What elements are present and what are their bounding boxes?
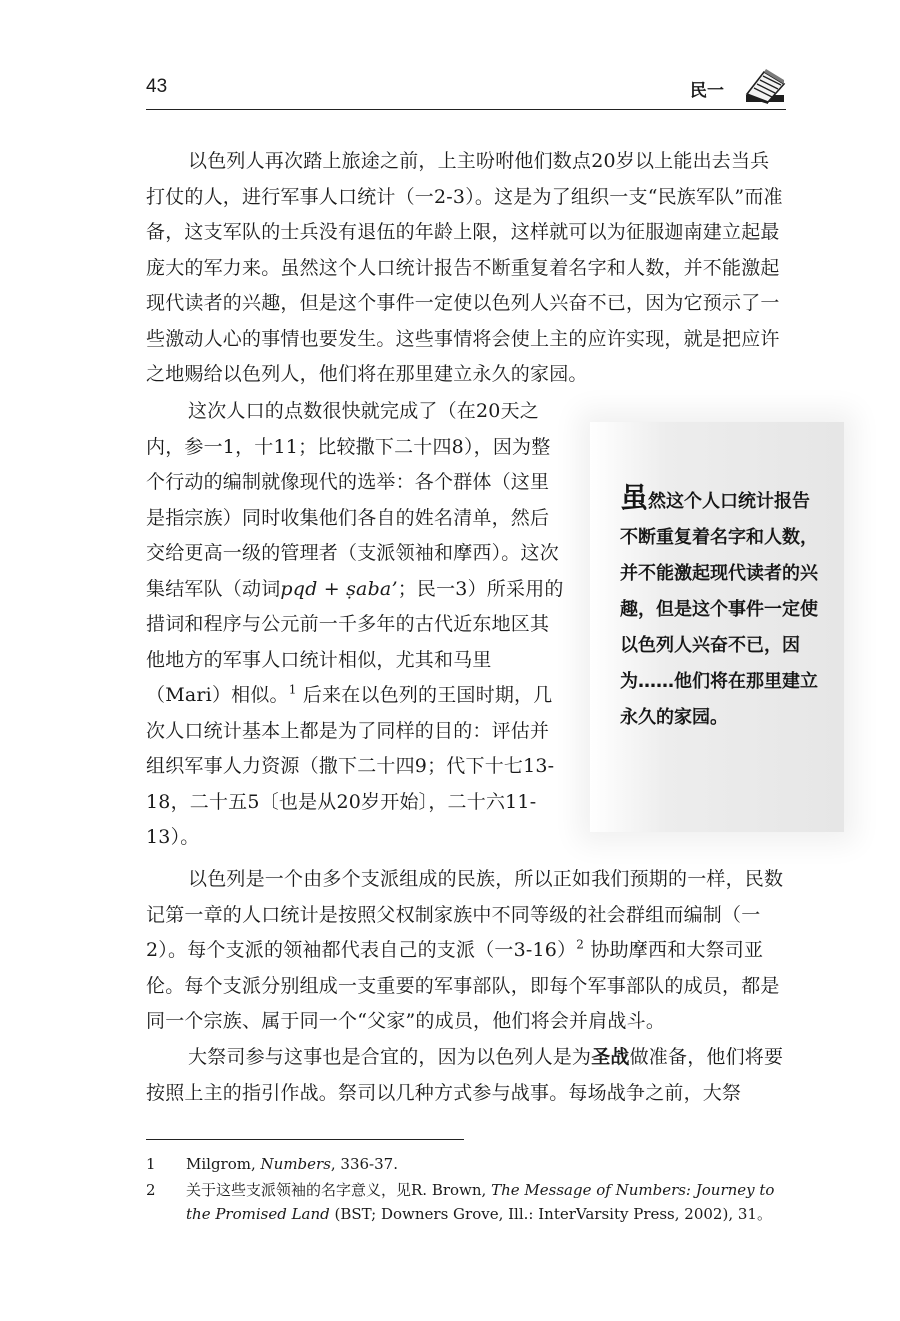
paragraph-3-text-b: 协助摩西和大祭司亚伦。每个支派分别组成一支重要的军事部队，即每个军事部队的成员，都是同一个宗族、属于同一个“父家”的成员，他们将会并肩战斗。 [146, 939, 780, 1032]
footnote-ref-2[interactable]: 2 [576, 937, 585, 952]
paragraph-2-text-a: 这次人口的点数很快就完成了（在20天之内，参一1，十11；比较撒下二十四8），因为整个行动的编制就像现代的选举：各个群体（这里是指宗族）同时收集他们各自的姓名清单，然后交给更高一级的管理者（支派领袖和摩西）。这次集结军队（动词 [146, 400, 559, 600]
body-paragraph-1: 以色列人再次踏上旅途之前，上主吩咐他们数点20岁以上能出去当兵打仗的人，进行军事人口统计（一2-3）。这是为了组织一支“民族军队”而准备，这支军队的士兵没有退伍的年龄上限，这样就可以为征服迦南建立起最庞大的军力来。虽然这个人口统计报告不断重复着名字和人数，并不能激起现代读者的兴趣，但是这个事件一定使以色列人兴奋不已，因为它预示了一些激动人心的事情也要发生。这些事情将会使上主的应许实现，就是把应许之地赐给以色列人，他们将在那里建立永久的家园。 [146, 150, 783, 385]
pull-quote-body: 然这个人口统计报告不断重复着名字和人数，并不能激起现代读者的兴趣，但是这个事件一定使以色列人兴奋不已，因为……他们将在那里建立永久的家园。 [620, 491, 818, 728]
footnote-lead: 关于这些支派领袖的名字意义，见R. Brown, [186, 1181, 492, 1199]
paragraph-3-text-a: 以色列是一个由多个支派组成的民族，所以正如我们预期的一样，民数记第一章的人口统计是按照父权制家族中不同等级的社会群组而编制（一2）。每个支派的领袖都代表自己的支派（一3-16） [146, 868, 784, 961]
footnote-2 [146, 1178, 786, 1226]
pull-quote [590, 422, 844, 832]
header-rule [146, 109, 786, 110]
footnote-text [186, 1178, 786, 1226]
footnote-number: 2 [146, 1181, 156, 1199]
pull-quote-dropcap: 虽 [620, 481, 649, 514]
bold-term: 圣战 [591, 1046, 630, 1068]
footnote-1 [146, 1152, 786, 1176]
footnote-author: Milgrom, [186, 1155, 261, 1173]
page-header [146, 64, 786, 109]
running-title: 民一 [690, 81, 724, 101]
hebrew-term: pqd + ṣaba’ [280, 577, 398, 600]
pull-quote-text [620, 480, 820, 736]
open-book-icon [744, 64, 786, 104]
body-paragraph-4 [146, 1040, 786, 1111]
footnote-text [186, 1152, 786, 1176]
paragraph-4-text-a: 大祭司参与这事也是合宜的，因为以色列人是为 [188, 1046, 592, 1068]
body-paragraph-3 [146, 862, 786, 1040]
footnote-title: Numbers [260, 1155, 331, 1173]
footnote-ref-1[interactable]: 1 [288, 682, 297, 697]
footnote-title: The Message of Numbers: Journey to the Promised Land [186, 1181, 775, 1223]
paragraph-4-text-b: 做准备，他们将要按照上主的指引作战。祭司以几种方式参与战事。每场战争之前，大祭 [146, 1046, 784, 1104]
footnote-rule [146, 1139, 464, 1140]
body-paragraph-2 [146, 394, 566, 856]
paragraph-2-text-c: 后来在以色列的王国时期，几次人口统计基本上都是为了同样的目的：评估并组织军事人力资源（撒下二十四9；代下十七13-18，二十五5〔也是从20岁开始〕，二十六11-13）。 [146, 684, 555, 848]
paragraph-2-text-b: ；民一3）所采用的措词和程序与公元前一千多年的古代近东地区其他地方的军事人口统计相似，尤其和马里（Mari）相似。 [146, 577, 564, 706]
footnote-number: 1 [146, 1155, 156, 1173]
footnote-publication: (BST; Downers Grove, Ill.: InterVarsity Press, 2002), 31。 [329, 1205, 772, 1223]
footnote-pages: , 336-37. [330, 1155, 398, 1173]
page-number: 43 [146, 76, 168, 97]
